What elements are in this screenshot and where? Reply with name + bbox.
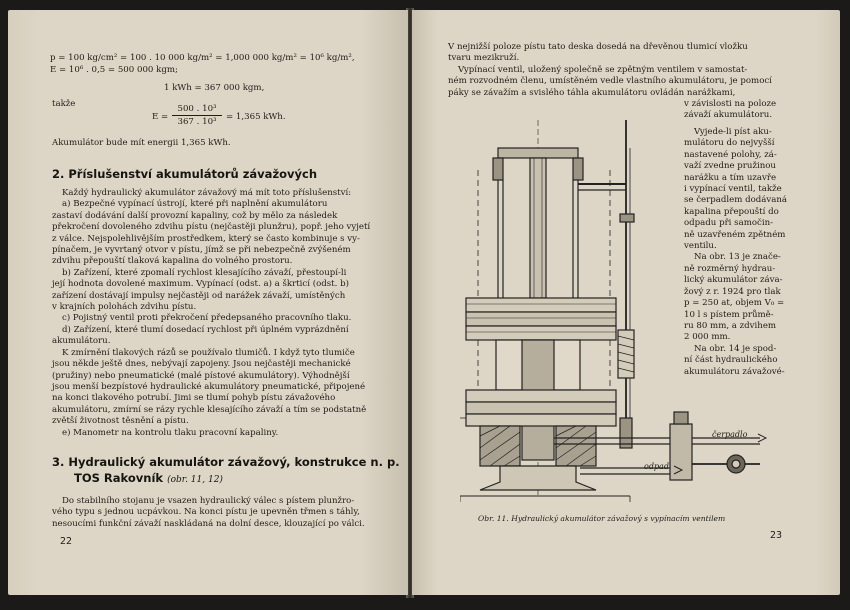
right-side-line: kapalina přepouští do xyxy=(684,206,779,217)
right-side-line: 2 000 mm. xyxy=(684,332,731,343)
right-side-line: važí zvedne pružinou xyxy=(684,161,776,172)
section-2-line: a) Bezpečné vypínací ústrojí, které při naplnění akumulátoru xyxy=(62,199,328,210)
section-2-body xyxy=(52,188,370,439)
right-side-line: ní část hydraulického xyxy=(684,355,778,366)
fraction-denominator: 367 . 10³ xyxy=(177,117,217,127)
section-2-line: b) Zařízení, které zpomalí rychlost klesajícího závaží, přestoupí-li xyxy=(62,267,347,278)
section-2-line: její hodnota dovolené maximum. Vypínací (odst. a) a škrticí (odst. b) xyxy=(52,279,349,290)
right-side-line: ně uzavřeném zpětném xyxy=(684,229,786,240)
section-2-line: akumulátoru, zmírní se rázy rychle klesajícího závaží a tím se podstatně xyxy=(52,404,367,415)
right-side-line: se čerpadlem dodávaná xyxy=(684,195,788,206)
section-2-line: překročení dovoleného zdvihu pístu (nejčastěji plunžru), popř. jeho vyjetí xyxy=(52,222,371,233)
equation-energy: E = 10⁶ . 0,5 = 500 000 kgm; xyxy=(50,65,178,75)
section-2-line: v krajních polohách zdvihu pístu. xyxy=(52,302,197,313)
section-2-line: na konci tlakového potrubí. Jimi se tlumí pohyb pístu závažového xyxy=(52,393,336,404)
section-2-line: K zmírnění tlakových rázů se používalo tlumičů. I když tyto tlumiče xyxy=(62,347,355,358)
section-2-line: zvětší životnost těsnění a pístu. xyxy=(52,416,189,427)
right-side-line: p = 250 at, objem V₀ = xyxy=(684,298,785,309)
label-pump: čerpadlo xyxy=(712,430,748,439)
right-side-line: Vyjede-li píst aku- xyxy=(694,127,772,137)
right-top-line: ném rozvodném členu, umístěném vedle vlastního akumulátoru, je pomocí xyxy=(448,76,772,87)
section-2-line: zdvihu přepouští tlaková kapalina do volného prostoru. xyxy=(52,256,293,267)
fraction-numerator: 500 . 10³ xyxy=(177,104,217,114)
right-side-line: i vypínací ventil, takže xyxy=(684,184,782,195)
right-top-line: V nejnižší poloze pístu tato deska dosedá na dřevěnou tlumicí vložku xyxy=(448,42,748,52)
fraction xyxy=(172,104,222,127)
fraction-rhs: = 1,365 kWh. xyxy=(226,112,286,122)
right-side-line: nastavené polohy, zá- xyxy=(684,149,777,160)
figure-11-drawing xyxy=(460,118,772,506)
section-2-line: pínačem, je vyvrtaný otvor v pístu, jímž se při nebezpečně zvýšeném xyxy=(52,245,351,256)
fraction-bar xyxy=(172,115,222,116)
section-3-line: Do stabilního stojanu je vsazen hydraulický válec s pístem plunžro- xyxy=(62,496,355,506)
section-3-body xyxy=(52,496,365,530)
figure-caption: Obr. 11. Hydraulický akumulátor závažový s vypínacím ventilem xyxy=(478,514,726,523)
section-2-line: akumulátoru. xyxy=(52,336,111,347)
right-top-line: tvaru mezikruží. xyxy=(448,53,520,64)
section-2-line: zastaví dodávání další provozní kapaliny, což by mělo za následek xyxy=(52,210,338,221)
section-2-line: zařízení dostávají impulsy nejčastěji od narážek závaží, umístěných xyxy=(52,290,346,301)
equation-pressure: p = 100 kg/cm² = 100 . 10 000 kg/m² = 1,000 000 kg/m² = 10⁶ kg/m², xyxy=(50,53,355,63)
right-page xyxy=(412,10,840,595)
right-top-line: v závislosti na poloze xyxy=(684,99,777,110)
right-side-line: ně rozměrný hydrau- xyxy=(684,263,776,274)
energy-statement: Akumulátor bude mít energii 1,365 kWh. xyxy=(52,138,231,148)
page-number-right: 23 xyxy=(770,530,783,541)
section-2-line: c) Pojistný ventil proti překročení předepsaného pracovního tlaku. xyxy=(62,313,352,324)
section-3-line: nesoucími funkční závaží naskládaná na dolní desce, klouzající po válci. xyxy=(52,518,365,529)
section-2-line: Každý hydraulický akumulátor závažový má mít toto příslušenství: xyxy=(62,188,352,198)
left-page xyxy=(8,10,408,595)
right-side-line: žový z r. 1924 pro tlak xyxy=(684,286,781,297)
right-side-line: lický akumulátor záva- xyxy=(684,275,783,286)
right-side-line: mulátoru do nejvyšší xyxy=(684,138,775,149)
section-2-line: jsou menší bezpístové hydraulické akumulátory pneumatické, připojené xyxy=(52,381,366,392)
right-side-line: 10 l s pístem průmě- xyxy=(684,309,774,320)
right-top-line: závaží akumulátoru. xyxy=(684,110,773,121)
page-number-left: 22 xyxy=(60,536,73,547)
section-2-line: d) Zařízení, které tlumí dosedací rychlost při úplném vyprázdnění xyxy=(62,324,349,335)
right-side-line: akumulátoru závažové- xyxy=(684,366,785,377)
section-3-figure-ref: (obr. 11, 12) xyxy=(167,475,223,485)
fraction-lhs: E = xyxy=(152,112,169,122)
right-side-line: odpadu při samočin- xyxy=(684,218,774,229)
section-3-heading-line1: 3. Hydraulický akumulátor závažový, konstrukce n. p. xyxy=(52,455,400,469)
equation-kwh: 1 kWh = 367 000 kgm, xyxy=(164,83,265,93)
section-3-line: vého typu s jednou ucpávkou. Na konci pístu je upevněn třmen s táhly, xyxy=(52,507,360,518)
right-side-line: ventilu. xyxy=(684,241,717,252)
section-2-line: jsou někde ještě dnes, nebývají zapojeny. Jsou nejčastěji mechanické xyxy=(52,359,351,370)
right-top-line: páky se závažím a svislého táhla akumulátoru ovládán narážkami, xyxy=(448,87,736,98)
right-side-line: Na obr. 14 je spod- xyxy=(694,343,777,354)
section-2-line: (pružiny) nebo pneumatické (malé pístové akumulátory). Výhodnější xyxy=(52,370,350,381)
section-2-line: z válce. Nejspolehlivějším prostředkem, který se často kombinuje s vy- xyxy=(52,233,360,244)
label-drain: odpad xyxy=(644,462,669,471)
section-3-heading-company: TOS Rakovník xyxy=(74,471,164,485)
section-3-heading-line2 xyxy=(74,471,223,488)
section-2-line: e) Manometr na kontrolu tlaku pracovní kapaliny. xyxy=(62,427,279,438)
right-side-line: ru 80 mm, a zdvihem xyxy=(684,320,777,331)
word-takze: takže xyxy=(52,99,76,109)
right-top-line: Vypínací ventil, uložený společně se zpětným ventilem v samostat- xyxy=(458,64,748,75)
right-top-text xyxy=(448,42,777,122)
right-side-line: Na obr. 13 je znače- xyxy=(694,252,781,263)
right-side-line: narážku a tím uzavře xyxy=(684,172,777,183)
section-2-heading: 2. Příslušenství akumulátorů závažových xyxy=(52,167,318,181)
